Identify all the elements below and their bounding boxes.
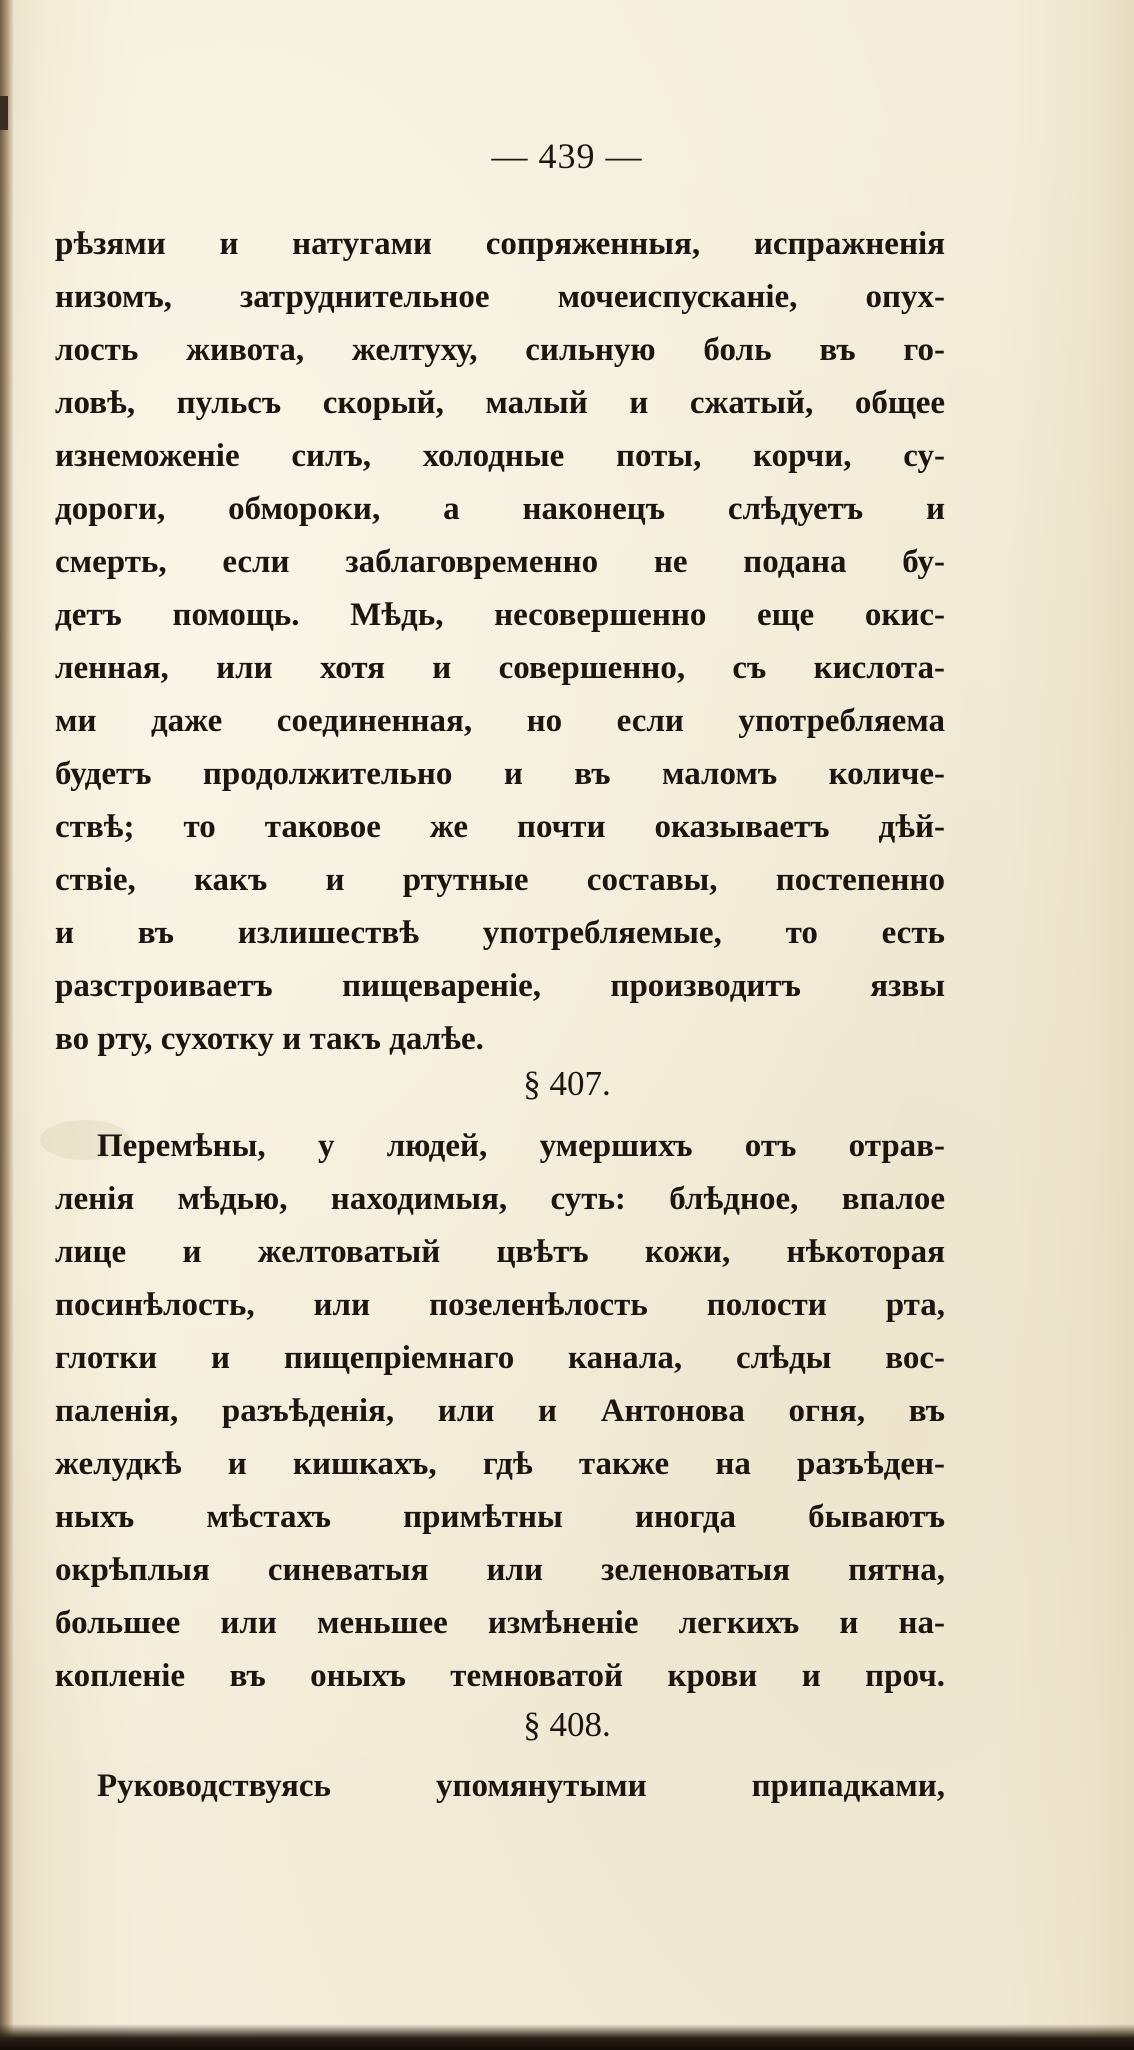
paragraph-1 <box>55 218 945 1066</box>
text-line: изнеможеніе силъ, холодные поты, корчи, су- <box>55 438 945 474</box>
text-line: посинѣлость, или позеленѣлость полости рта, <box>55 1287 945 1323</box>
text-line: дороги, обмороки, а наконецъ слѣдуетъ и <box>55 491 945 527</box>
text-line: Перемѣны, у людей, умершихъ отъ отрав- <box>97 1128 945 1164</box>
text-line: лице и желтоватый цвѣтъ кожи, нѣкоторая <box>55 1234 945 1270</box>
text-line: ленія мѣдью, находимыя, суть: блѣдное, впалое <box>55 1181 945 1217</box>
text-line: смерть, если заблаговременно не подана бу- <box>55 544 945 580</box>
text-line: большее или меньшее измѣненіе легкихъ и на- <box>55 1605 945 1641</box>
text-line: рѣзями и натугами сопряженныя, испражненія <box>55 226 945 262</box>
text-line: ныхъ мѣстахъ примѣтны иногда бываютъ <box>55 1499 945 1535</box>
text-line: во рту, сухотку и такъ далѣе. <box>55 1021 484 1057</box>
paragraph-section-408 <box>55 1760 945 1813</box>
text-line: лость живота, желтуху, сильную боль въ го- <box>55 332 945 368</box>
text-line: Руководствуясь упомянутыми припадками, <box>97 1768 945 1804</box>
text-line: и въ излишествѣ употребляемые, то есть <box>55 915 945 951</box>
text-line: глотки и пищепріемнаго канала, слѣды вос- <box>55 1340 945 1376</box>
text-line: ствіе, какъ и ртутные составы, постепенно <box>55 862 945 898</box>
spine-mark <box>0 96 8 130</box>
text-line: детъ помощь. Мѣдь, несовершенно еще окис- <box>55 597 945 633</box>
section-heading-408: § 408. <box>523 1705 611 1744</box>
paragraph-section-407 <box>55 1120 945 1703</box>
text-line: паленія, разъѣденія, или и Антонова огня, въ <box>55 1393 945 1429</box>
text-line: будетъ продолжительно и въ маломъ количе- <box>55 756 945 792</box>
text-line: ловѣ, пульсъ скорый, малый и сжатый, общее <box>55 385 945 421</box>
page-bottom-edge <box>0 2024 1134 2050</box>
text-line: копленіе въ оныхъ темноватой крови и проч. <box>55 1658 945 1694</box>
section-heading-407: § 407. <box>523 1064 611 1103</box>
text-line: желудкѣ и кишкахъ, гдѣ также на разъѣден- <box>55 1446 945 1482</box>
page-number: — 439 — <box>491 136 643 176</box>
text-line: низомъ, затруднительное мочеиспусканіе, опух- <box>55 279 945 315</box>
text-line: разстроиваетъ пищевареніе, производитъ язвы <box>55 968 945 1004</box>
text-line: окрѣплыя синеватыя или зеленоватыя пятна, <box>55 1552 945 1588</box>
text-line: ленная, или хотя и совершенно, съ кислота- <box>55 650 945 686</box>
text-line: ствѣ; то таковое же почти оказываетъ дѣй- <box>55 809 945 845</box>
text-line: ми даже соединенная, но если употребляема <box>55 703 945 739</box>
